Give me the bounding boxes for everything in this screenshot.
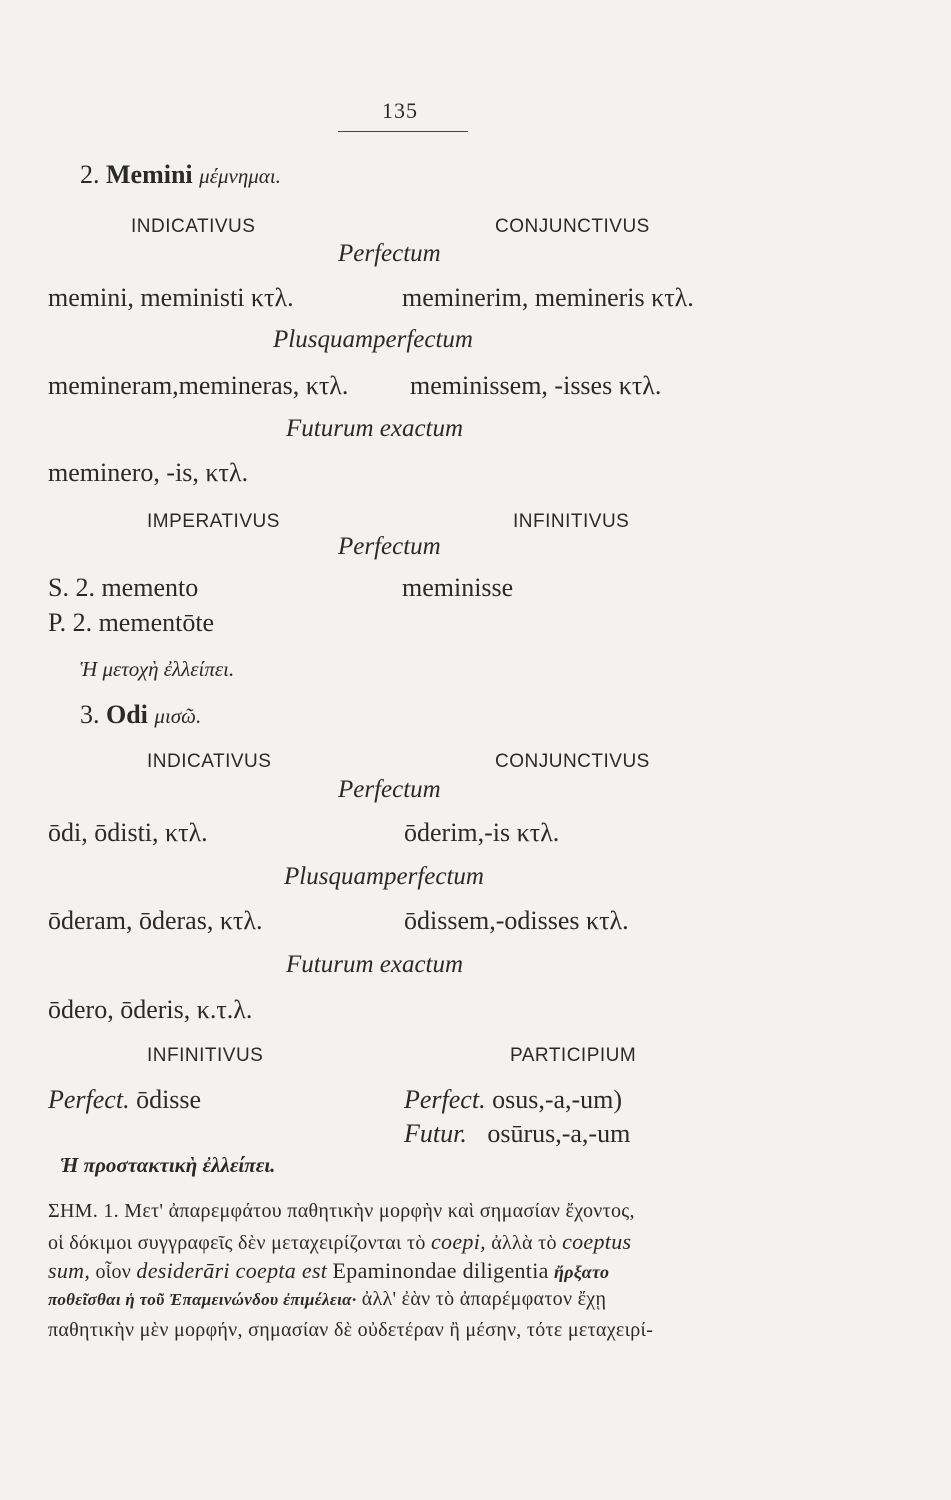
section3-part-fut-row (404, 1119, 630, 1149)
section2-imperativus: IMPERATIVUS (147, 511, 280, 532)
footnote-line-3-greek: ἤρξατο (554, 1262, 610, 1282)
footnote-line-3-latin: desiderāri coepta est (136, 1258, 328, 1283)
section2-heading (80, 160, 281, 190)
footnote-line-3-oion: οἷον (95, 1261, 132, 1283)
section3-indicativus: INDICATIVUS (147, 751, 272, 772)
section2-infinitivus: INFINITIVUS (513, 511, 630, 532)
section2-plus-ind: memineram,memineras, κτλ. (48, 371, 349, 400)
section2-conjunctivus: CONJUNCTIVUS (495, 216, 650, 237)
section3-plusquamperfectum: Plusquamperfectum (284, 863, 484, 890)
section3-perf-conj: ōderim,-is κτλ. (404, 818, 560, 847)
section2-word: Memini (106, 160, 193, 189)
section2-plus-conj: meminissem, -isses κτλ. (410, 371, 662, 400)
footnote-line-5-text: παθητικὴν μὲν μορφήν, σημασίαν δὲ οὐδετέραν ἢ μέσην, τότε μεταχειρί- (48, 1319, 654, 1341)
footnote-line-2 (48, 1229, 631, 1255)
section3-fut-ind: ōdero, ōderis, κ.τ.λ. (48, 995, 253, 1024)
section3-part-fut-label: Futur. (404, 1119, 467, 1148)
section2-inf: meminisse (402, 573, 514, 602)
footnote-line-2-text-a: οἱ δόκιμοι συγγραφεῖς δὲν μεταχειρίζονται τὸ (48, 1232, 426, 1254)
footnote-line-3 (48, 1258, 609, 1284)
section3-perf-ind: ōdi, ōdisti, κτλ. (48, 818, 208, 847)
section3-part-perf-row (404, 1085, 622, 1115)
section2-note: Ἡ μετοχὴ ἐλλείπει. (80, 657, 235, 681)
footnote-line-1 (48, 1200, 635, 1223)
section3-part-fut-value: osūrus,-a,-um (487, 1119, 631, 1148)
footnote-line-1-text: ΣΗΜ. 1. Μετ' ἀπαρεμφάτου παθητικὴν μορφὴν καὶ σημασίαν ἔχοντος, (48, 1200, 635, 1222)
footnote-line-4-greek-bold: ποθεῖσθαι ἡ τοῦ Ἐπαμεινώνδου ἐπιμέλεια· (48, 1290, 357, 1309)
section2-plusquamperfectum: Plusquamperfectum (273, 326, 473, 353)
footnote-line-2-text-c: ἀλλὰ τὸ (491, 1232, 557, 1254)
section3-number: 3. (80, 700, 100, 729)
section2-perfectum: Perfectum (338, 240, 441, 267)
section3-word: Odi (106, 700, 148, 729)
footnote-line-4-text: ἀλλ' ἐὰν τὸ ἀπαρέμφατον ἔχῃ (361, 1288, 607, 1310)
section2-imp-p: P. 2. mementōte (48, 608, 215, 637)
section2-indicativus: INDICATIVUS (131, 216, 256, 237)
header-rule (338, 131, 468, 132)
section3-infinitivus: INFINITIVUS (147, 1045, 264, 1066)
section2-perf-conj: meminerim, memineris κτλ. (402, 283, 694, 312)
section2-futurum-exactum: Futurum exactum (286, 415, 464, 442)
footnote-line-2-coeptus: coeptus (562, 1229, 632, 1254)
section2-number: 2. (80, 160, 100, 189)
section2-imp-s: S. 2. memento (48, 573, 199, 602)
page-number: 135 (382, 98, 418, 123)
section3-plus-conj: ōdissem,-odisses κτλ. (404, 906, 629, 935)
footnote-line-2-coepi: coepi, (430, 1229, 486, 1254)
section3-part-perf-label: Perfect. (404, 1085, 486, 1114)
footnote-line-3-sum: sum, (48, 1258, 91, 1283)
section3-plus-ind: ōderam, ōderas, κτλ. (48, 906, 263, 935)
section2-greek: μέμνημαι. (199, 164, 281, 188)
section3-inf-value: ōdisse (136, 1085, 202, 1114)
section2-perf-ind: memini, meministi κτλ. (48, 283, 294, 312)
footnote-line-3-epaminondae: Epaminondae diligentia (332, 1258, 549, 1283)
section3-inf-row (48, 1085, 201, 1115)
section3-participium: PARTICIPIUM (510, 1045, 637, 1066)
section3-part-perf-value: osus,-a,-um) (492, 1085, 623, 1114)
section3-conjunctivus: CONJUNCTIVUS (495, 751, 650, 772)
section3-greek: μισῶ. (154, 704, 202, 728)
footnote-line-5 (48, 1319, 653, 1342)
footnote-line-4 (48, 1288, 606, 1311)
section3-futurum-exactum: Futurum exactum (286, 951, 464, 978)
section2-perfectum2: Perfectum (338, 533, 441, 560)
section2-fut-ind: meminero, -is, κτλ. (48, 458, 249, 487)
section3-inf-label: Perfect. (48, 1085, 130, 1114)
section3-perfectum: Perfectum (338, 776, 441, 803)
section3-note: Ἡ προστακτικὴ ἐλλείπει. (60, 1153, 276, 1177)
section3-heading (80, 700, 201, 730)
